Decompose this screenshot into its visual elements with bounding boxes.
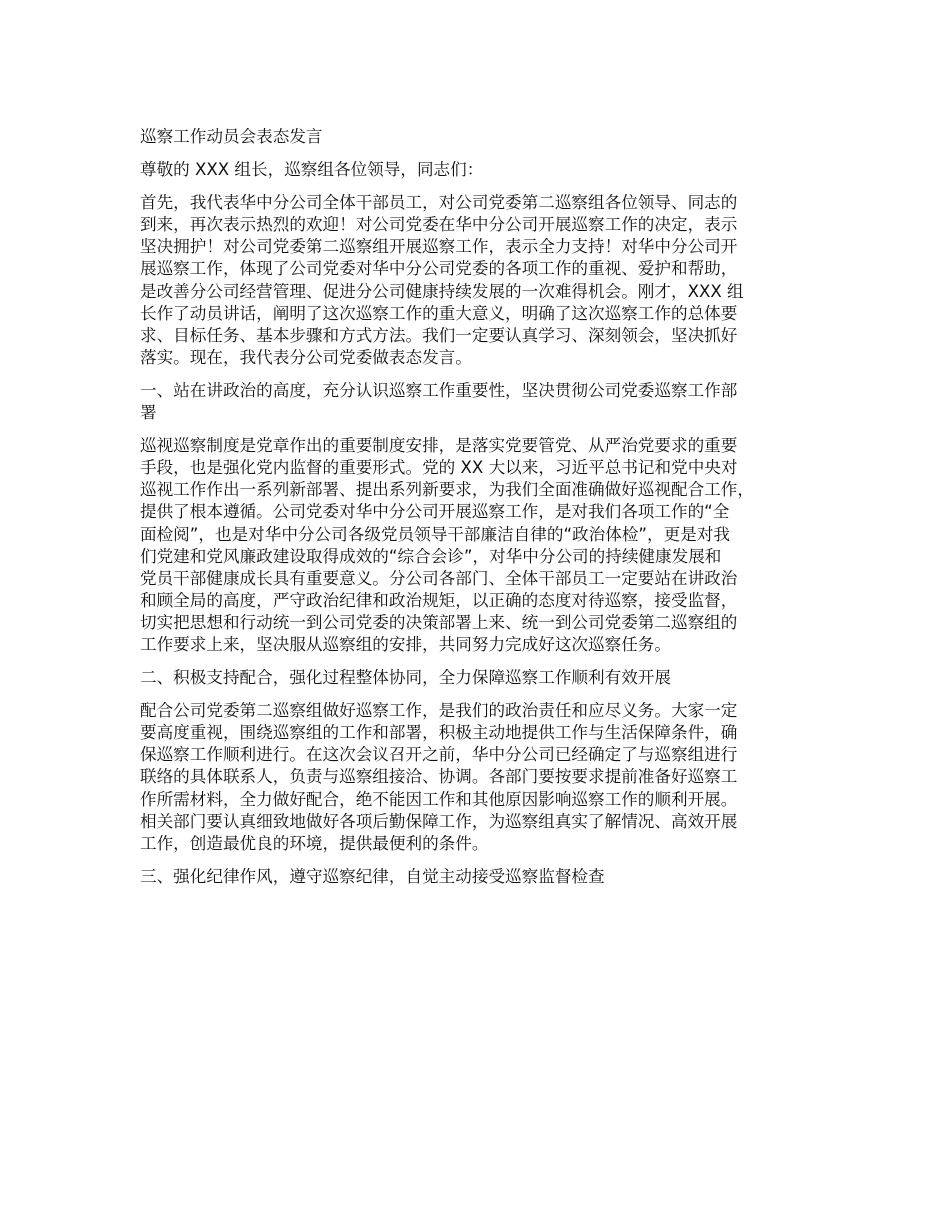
section-heading-1: 一、站在讲政治的高度，充分认识巡察工作重要性，坚决贯彻公司党委巡察工作部 署 <box>140 380 738 423</box>
document-body <box>140 126 830 899</box>
paragraph-section-2: 配合公司党委第二巡察组做好巡察工作，是我们的政治责任和应尽义务。大家一定 要高度重视，围绕巡察组的工作和部署，积极主动地提供工作与生活保障条件，确 保巡察工作顺利进行。在这次会议召开之前，华中分公司已经确定了与巡察组进行 联络的具体联系人，负责与巡察组接洽、协调。各部门要按要求提前准备好巡察工 作所需材料，全力做好配合，绝不能因工作和其他原因影响巡察工作的顺利开展。 相关部门要认真细致地做好各项后勤保障工作，为巡察组真实了解情况、高效开展 工作，创造最优良的环境，提供最便利的条件。 <box>140 701 738 853</box>
paragraph-intro: 首先，我代表华中分公司全体干部员工，对公司党委第二巡察组各位领导、同志的 到来，再次表示热烈的欢迎！对公司党委在华中分公司开展巡察工作的决定，表示 坚决拥护！对公司党委第二巡察组开展巡察工作，表示全力支持！对华中分公司开 展巡察工作，体现了公司党委对华中分公司党委的各项工作的重视、爱护和帮助， 是改善分公司经营管理、促进分公司健康持续发展的一次难得机会。刚才，XXX 组 长作了动员讲话，阐明了这次巡察工作的重大意义，明确了这次巡察工作的总体要 求、目标任务、基本步骤和方式方法。我们一定要认真学习、深刻领会，坚决抓好 落实。现在，我代表分公司党委做表态发言。 <box>140 193 744 367</box>
section-heading-3: 三、强化纪律作风，遵守巡察纪律，自觉主动接受巡察监督检查 <box>140 866 605 886</box>
paragraph-section-1: 巡视巡察制度是党章作出的重要制度安排，是落实党要管党、从严治党要求的重要 手段，也是强化党内监督的重要形式。党的 XX 大以来，习近平总书记和党中央对 巡视工作作出一系列新部署、提出系列新要求，为我们全面准确做好巡视配合工作， 提供了根本遵循。公司党委对华中分公司开展巡察工作，是对我们各项工作的“全 面检阅”，也是对华中分公司各级党员领导干部廉洁自律的“政治体检”，更是对我 们党建和党风廉政建设取得成效的“综合会诊”，对华中分公司的持续健康发展和 党员干部健康成长具有重要意义。分公司各部门、全体干部员工一定要站在讲政治 和顾全局的高度，严守政治纪律和政治规矩，以正确的态度对待巡察，接受监督， 切实把思想和行动统一到公司党委的决策部署上来、统一到公司党委第二巡察组的 工作要求上来，坚决服从巡察组的安排，共同努力完成好这次巡察任务。 <box>140 436 754 654</box>
section-heading-2: 二、积极支持配合，强化过程整体协同，全力保障巡察工作顺利有效开展 <box>140 668 671 688</box>
document-title: 巡察工作动员会表态发言 <box>140 127 323 146</box>
salutation: 尊敬的 XXX 组长，巡察组各位领导，同志们： <box>140 160 484 180</box>
